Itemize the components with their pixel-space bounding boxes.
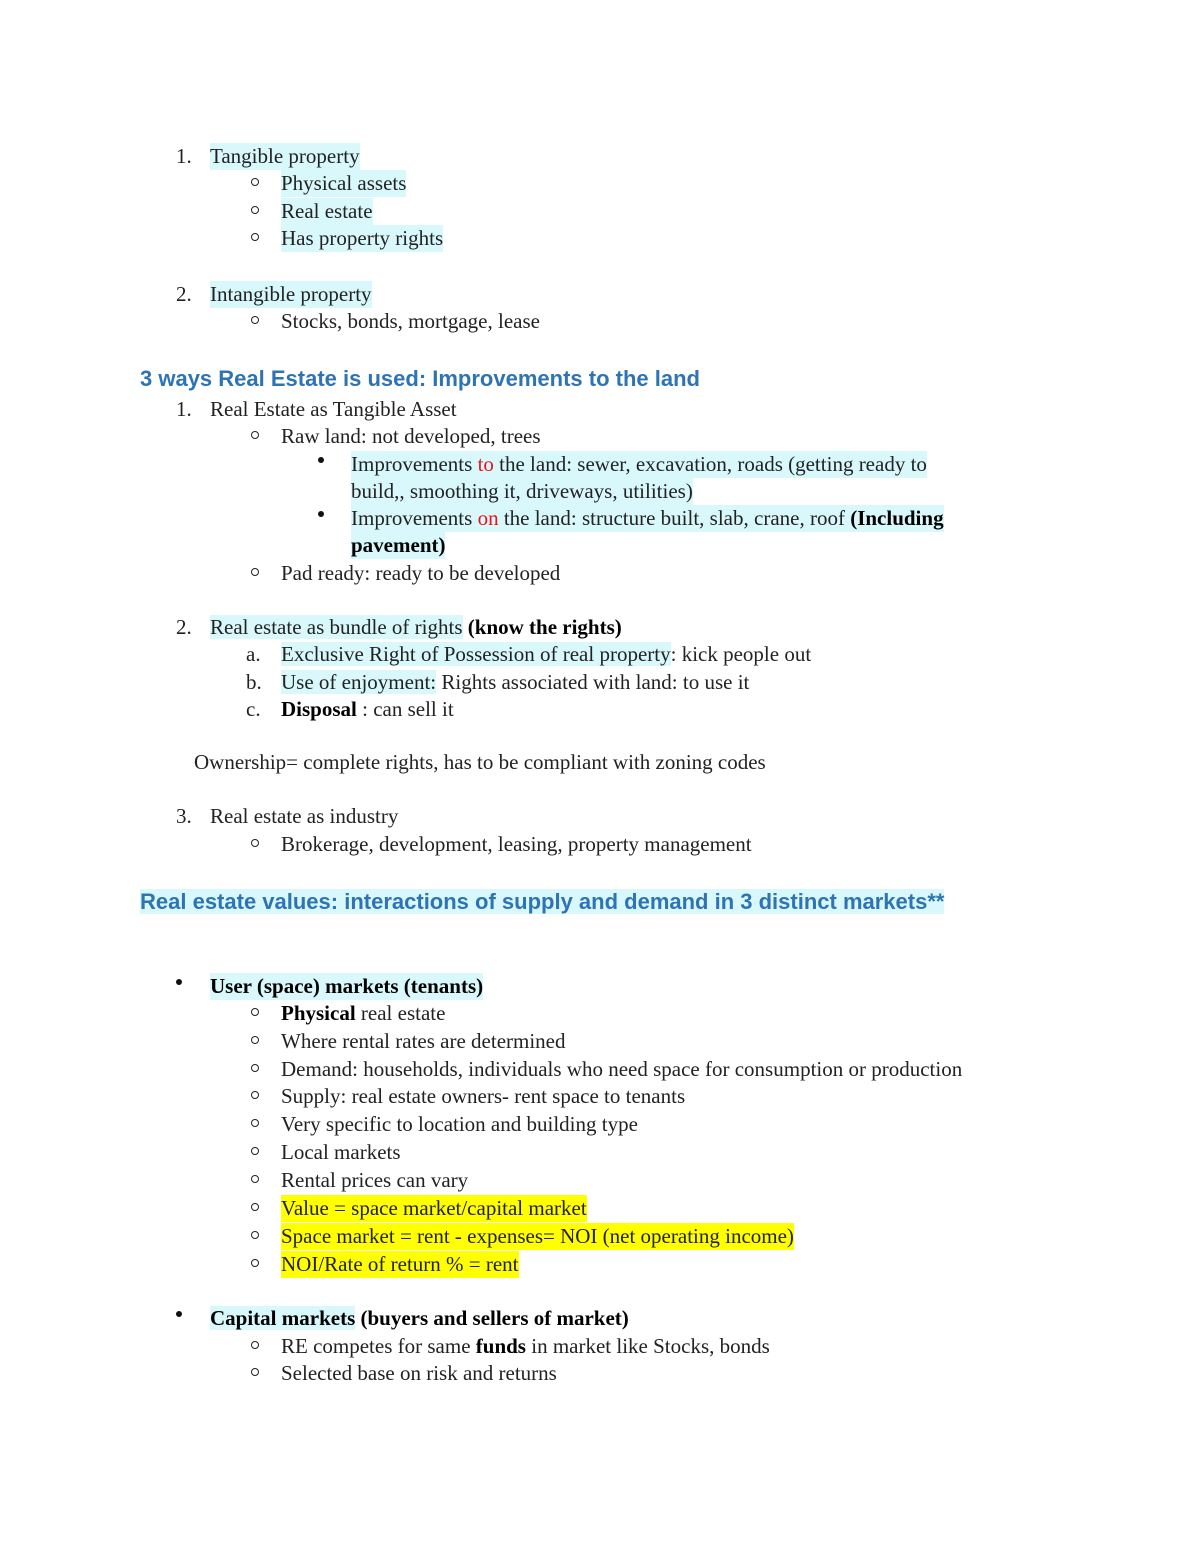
bold-text: Physical [281, 1001, 356, 1025]
section-heading: 3 ways Real Estate is used: Improvements to the land [140, 366, 700, 391]
circle-bullet-icon [251, 1036, 259, 1044]
letter-marker: b. [246, 670, 262, 694]
text-fragment: RE competes for same [281, 1334, 476, 1358]
text-fragment: in market like Stocks, bonds [525, 1334, 770, 1358]
circle-bullet-icon [251, 1091, 259, 1099]
text-fragment: the land: structure built, slab, crane, roof [498, 506, 851, 530]
circle-bullet-icon [251, 1231, 259, 1239]
sub-item [281, 1333, 770, 1360]
bullet-icon [318, 457, 324, 463]
red-word: on [477, 506, 499, 530]
sub-item: Demand: households, individuals who need space for consumption or production [281, 1057, 963, 1081]
sub-item: Real estate [281, 199, 373, 223]
circle-bullet-icon [251, 178, 259, 186]
sub-item [281, 1000, 445, 1027]
circle-bullet-icon [251, 1064, 259, 1072]
sub-item: Physical assets [281, 171, 407, 195]
highlighted-text: Exclusive Right of Possession of real property [281, 642, 671, 666]
list-item: Real Estate as Tangible Asset [210, 397, 457, 421]
text-fragment: : kick people out [670, 642, 812, 666]
highlighted-formula: Value = space market/capital market [281, 1196, 587, 1220]
sub-item: Rental prices can vary [281, 1168, 469, 1192]
bold-text: User (space) markets (tenants) [210, 974, 484, 998]
sub-item: Where rental rates are determined [281, 1029, 566, 1053]
capital-markets-item [210, 1305, 629, 1332]
sub-item: Brokerage, development, leasing, property management [281, 832, 752, 856]
bold-text: (buyers and sellers of market) [355, 1306, 629, 1330]
right-enjoyment [281, 669, 749, 696]
text-fragment: : can sell it [356, 697, 454, 721]
improvements-on-line [351, 505, 944, 532]
sub-item: Stocks, bonds, mortgage, lease [281, 309, 540, 333]
list-number: 1. [176, 397, 192, 421]
circle-bullet-icon [251, 1368, 259, 1376]
ownership-note: Ownership= complete rights, has to be compliant with zoning codes [194, 750, 766, 774]
circle-bullet-icon [251, 1203, 259, 1211]
circle-bullet-icon [251, 1341, 259, 1349]
section-heading [140, 887, 944, 917]
circle-bullet-icon [251, 1147, 259, 1155]
list-item-bundle-of-rights [210, 614, 622, 641]
text-fragment: real estate [355, 1001, 446, 1025]
bullet-icon [318, 511, 324, 517]
list-number: 1. [176, 144, 192, 168]
bold-text: Capital markets [210, 1306, 356, 1330]
bullet-icon [176, 979, 182, 985]
list-number: 2. [176, 615, 192, 639]
bullet-icon [176, 1311, 182, 1317]
highlighted-text: Real estate as bundle of rights [210, 615, 463, 639]
sub-item: Very specific to location and building type [281, 1112, 638, 1136]
sub-item: Raw land: not developed, trees [281, 424, 541, 448]
bold-text: (know the rights) [467, 615, 622, 639]
bold-text: pavement) [351, 533, 446, 557]
circle-bullet-icon [251, 431, 259, 439]
improvements-to-continuation: build,, smoothing it, driveways, utilities) [351, 479, 693, 503]
text-fragment: Improvements [351, 506, 478, 530]
circle-bullet-icon [251, 839, 259, 847]
text-fragment: the land: sewer, excavation, roads (getting ready to [493, 452, 927, 476]
list-item-intangible-property: Intangible property [210, 282, 372, 306]
circle-bullet-icon [251, 316, 259, 324]
highlighted-formula: Space market = rent - expenses= NOI (net operating income) [281, 1224, 794, 1248]
circle-bullet-icon [251, 206, 259, 214]
sub-item: Local markets [281, 1140, 401, 1164]
bold-text: (Including [850, 506, 944, 530]
highlighted-text: Use of enjoyment: [281, 670, 437, 694]
letter-marker: c. [246, 697, 261, 721]
highlighted-formula: NOI/Rate of return % = rent [281, 1252, 519, 1276]
right-possession [281, 641, 811, 668]
circle-bullet-icon [251, 568, 259, 576]
text-fragment: Rights associated with land: to use it [436, 670, 750, 694]
heading-text: Real estate values: interactions of supply and demand in 3 distinct markets** [140, 889, 945, 914]
list-item-tangible-property: Tangible property [210, 144, 360, 168]
sub-item: Pad ready: ready to be developed [281, 561, 561, 585]
circle-bullet-icon [251, 1175, 259, 1183]
red-word: to [477, 452, 494, 476]
improvements-to-line [351, 451, 927, 478]
circle-bullet-icon [251, 1259, 259, 1267]
circle-bullet-icon [251, 233, 259, 241]
list-number: 2. [176, 282, 192, 306]
list-item: Real estate as industry [210, 804, 399, 828]
user-markets-item [210, 973, 483, 1000]
list-number: 3. [176, 804, 192, 828]
circle-bullet-icon [251, 1008, 259, 1016]
sub-item: Has property rights [281, 226, 444, 250]
circle-bullet-icon [251, 1119, 259, 1127]
improvements-on-continuation [351, 532, 445, 559]
right-disposal [281, 696, 454, 723]
letter-marker: a. [246, 642, 261, 666]
bold-text: funds [475, 1334, 526, 1358]
sub-item: Supply: real estate owners- rent space to tenants [281, 1084, 686, 1108]
text-fragment: Improvements [351, 452, 478, 476]
sub-item: Selected base on risk and returns [281, 1361, 557, 1385]
bold-text: Disposal [281, 697, 357, 721]
